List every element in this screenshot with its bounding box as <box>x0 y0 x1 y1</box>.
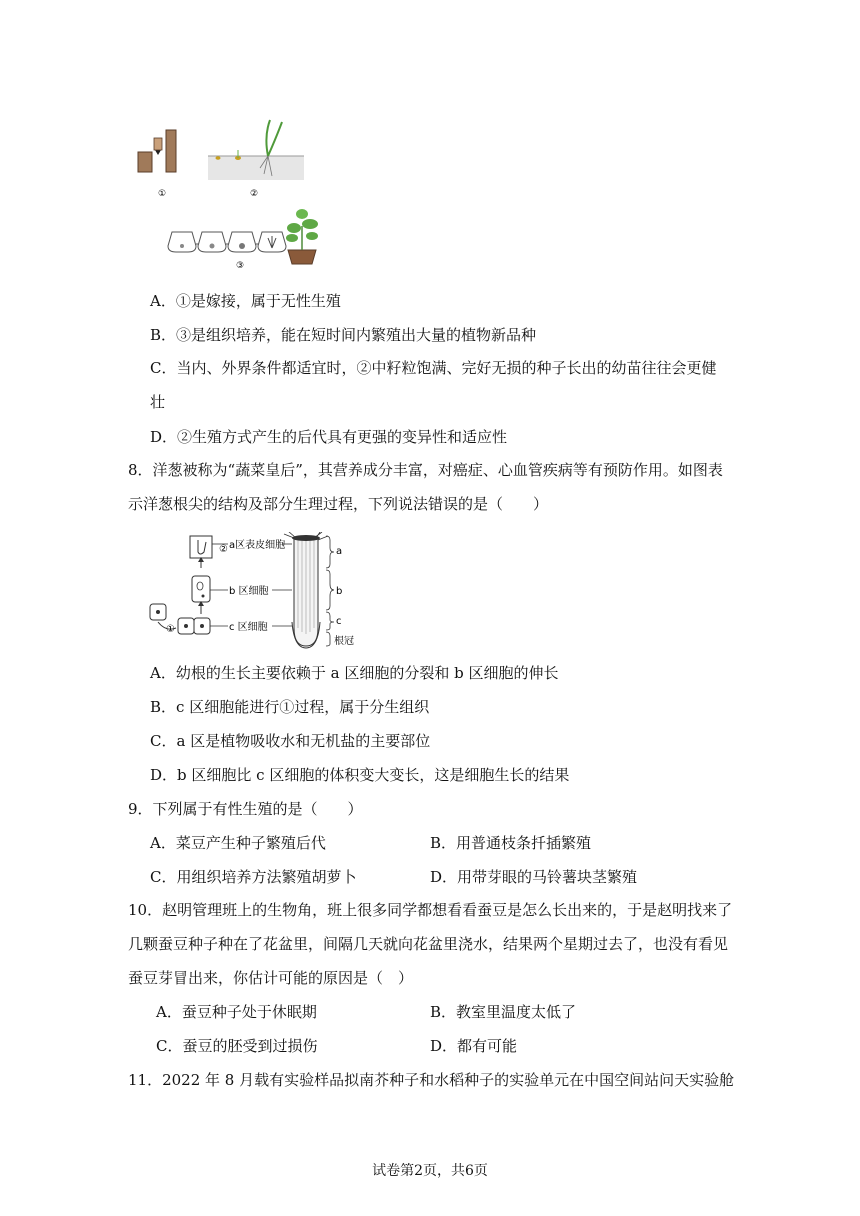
q8-option-b: B．c 区细胞能进行①过程，属于分生组织 <box>150 698 430 716</box>
q10-option-d: D．都有可能 <box>430 1037 518 1055</box>
q10-stem-line-2: 几颗蚕豆种子种在了花盆里，间隔几天就向花盆里浇水，结果两个星期过去了，也没有看见 <box>128 935 729 953</box>
q10-option-c: C．蚕豆的胚受到过损伤 <box>156 1037 318 1055</box>
label-b-cell: b 区细胞 <box>229 586 269 597</box>
q9-stem: 9．下列属于有性生殖的是（ ） <box>128 800 363 818</box>
grafting-drawing <box>138 130 176 172</box>
q10-stem-line-1: 10．赵明管理班上的生物角，班上很多同学都想看看蚕豆是怎么长出来的，于是赵明找来了 <box>128 901 733 919</box>
zone-label-root-cap: 根冠 <box>334 636 354 647</box>
q9-option-a: A．菜豆产生种子繁殖后代 <box>150 834 326 852</box>
zone-label-c: c <box>336 616 342 627</box>
q7-option-c-continued: 壮 <box>150 393 166 411</box>
figure-step-1: ① <box>166 624 175 635</box>
q11-stem: 11．2022 年 8 月载有实验样品拟南芥种子和水稻种子的实验单元在中国空间站问天实验舱 <box>128 1071 735 1089</box>
q8-figure <box>146 532 370 650</box>
figure-step-2: ② <box>219 544 228 555</box>
q7-option-a: A．①是嫁接，属于无性生殖 <box>150 292 341 310</box>
q7-option-c: C．当内、外界条件都适宜时，②中籽粒饱满、完好无损的种子长出的幼苗往往会更健 <box>150 359 717 377</box>
q9-option-c: C．用组织培养方法繁殖胡萝卜 <box>150 868 357 886</box>
q7-option-b: B．③是组织培养，能在短时间内繁殖出大量的植物新品种 <box>150 326 537 344</box>
tissue-culture-drawing <box>168 209 318 264</box>
figure-label-1: ① <box>157 189 167 199</box>
epidermal-cell-box <box>190 536 212 558</box>
root-tip-diagram <box>146 532 370 650</box>
label-c-cell: c 区细胞 <box>229 622 268 633</box>
q8-option-d: D．b 区细胞比 c 区细胞的体积变大变长，这是细胞生长的结果 <box>150 766 570 784</box>
q9-option-b: B．用普通枝条扦插繁殖 <box>430 834 592 852</box>
q10-option-a: A．蚕豆种子处于休眠期 <box>156 1003 317 1021</box>
label-a-cell: a区表皮细胞 <box>229 540 286 551</box>
figure-label-2: ② <box>249 189 259 199</box>
q8-option-a: A．幼根的生长主要依赖于 a 区细胞的分裂和 b 区细胞的伸长 <box>150 664 559 682</box>
q10-stem-line-3: 蚕豆芽冒出来，你估计可能的原因是（ ） <box>128 969 414 987</box>
q8-stem-line-1: 8．洋葱被称为“蔬菜皇后”，其营养成分丰富，对癌症、心血管疾病等有预防作用。如图表 <box>128 461 723 479</box>
figure-label-3: ③ <box>235 261 245 271</box>
q7-option-d: D．②生殖方式产生的后代具有更强的变异性和适应性 <box>150 428 508 446</box>
reproduction-methods-illustration <box>128 116 328 272</box>
q9-option-d: D．用带芽眼的马铃薯块茎繁殖 <box>430 868 638 886</box>
q7-figure <box>128 116 328 272</box>
q8-option-c: C．a 区是植物吸收水和无机盐的主要部位 <box>150 732 431 750</box>
seed-germination-drawing <box>208 120 304 180</box>
zone-label-a: a <box>336 546 343 557</box>
page-footer: 试卷第2页，共6页 <box>372 1163 488 1179</box>
elongation-cell-box <box>192 576 210 602</box>
zone-label-b: b <box>336 586 343 597</box>
q10-option-b: B．教室里温度太低了 <box>430 1003 577 1021</box>
q8-stem-line-2: 示洋葱根尖的结构及部分生理过程，下列说法错误的是（ ） <box>128 495 549 513</box>
